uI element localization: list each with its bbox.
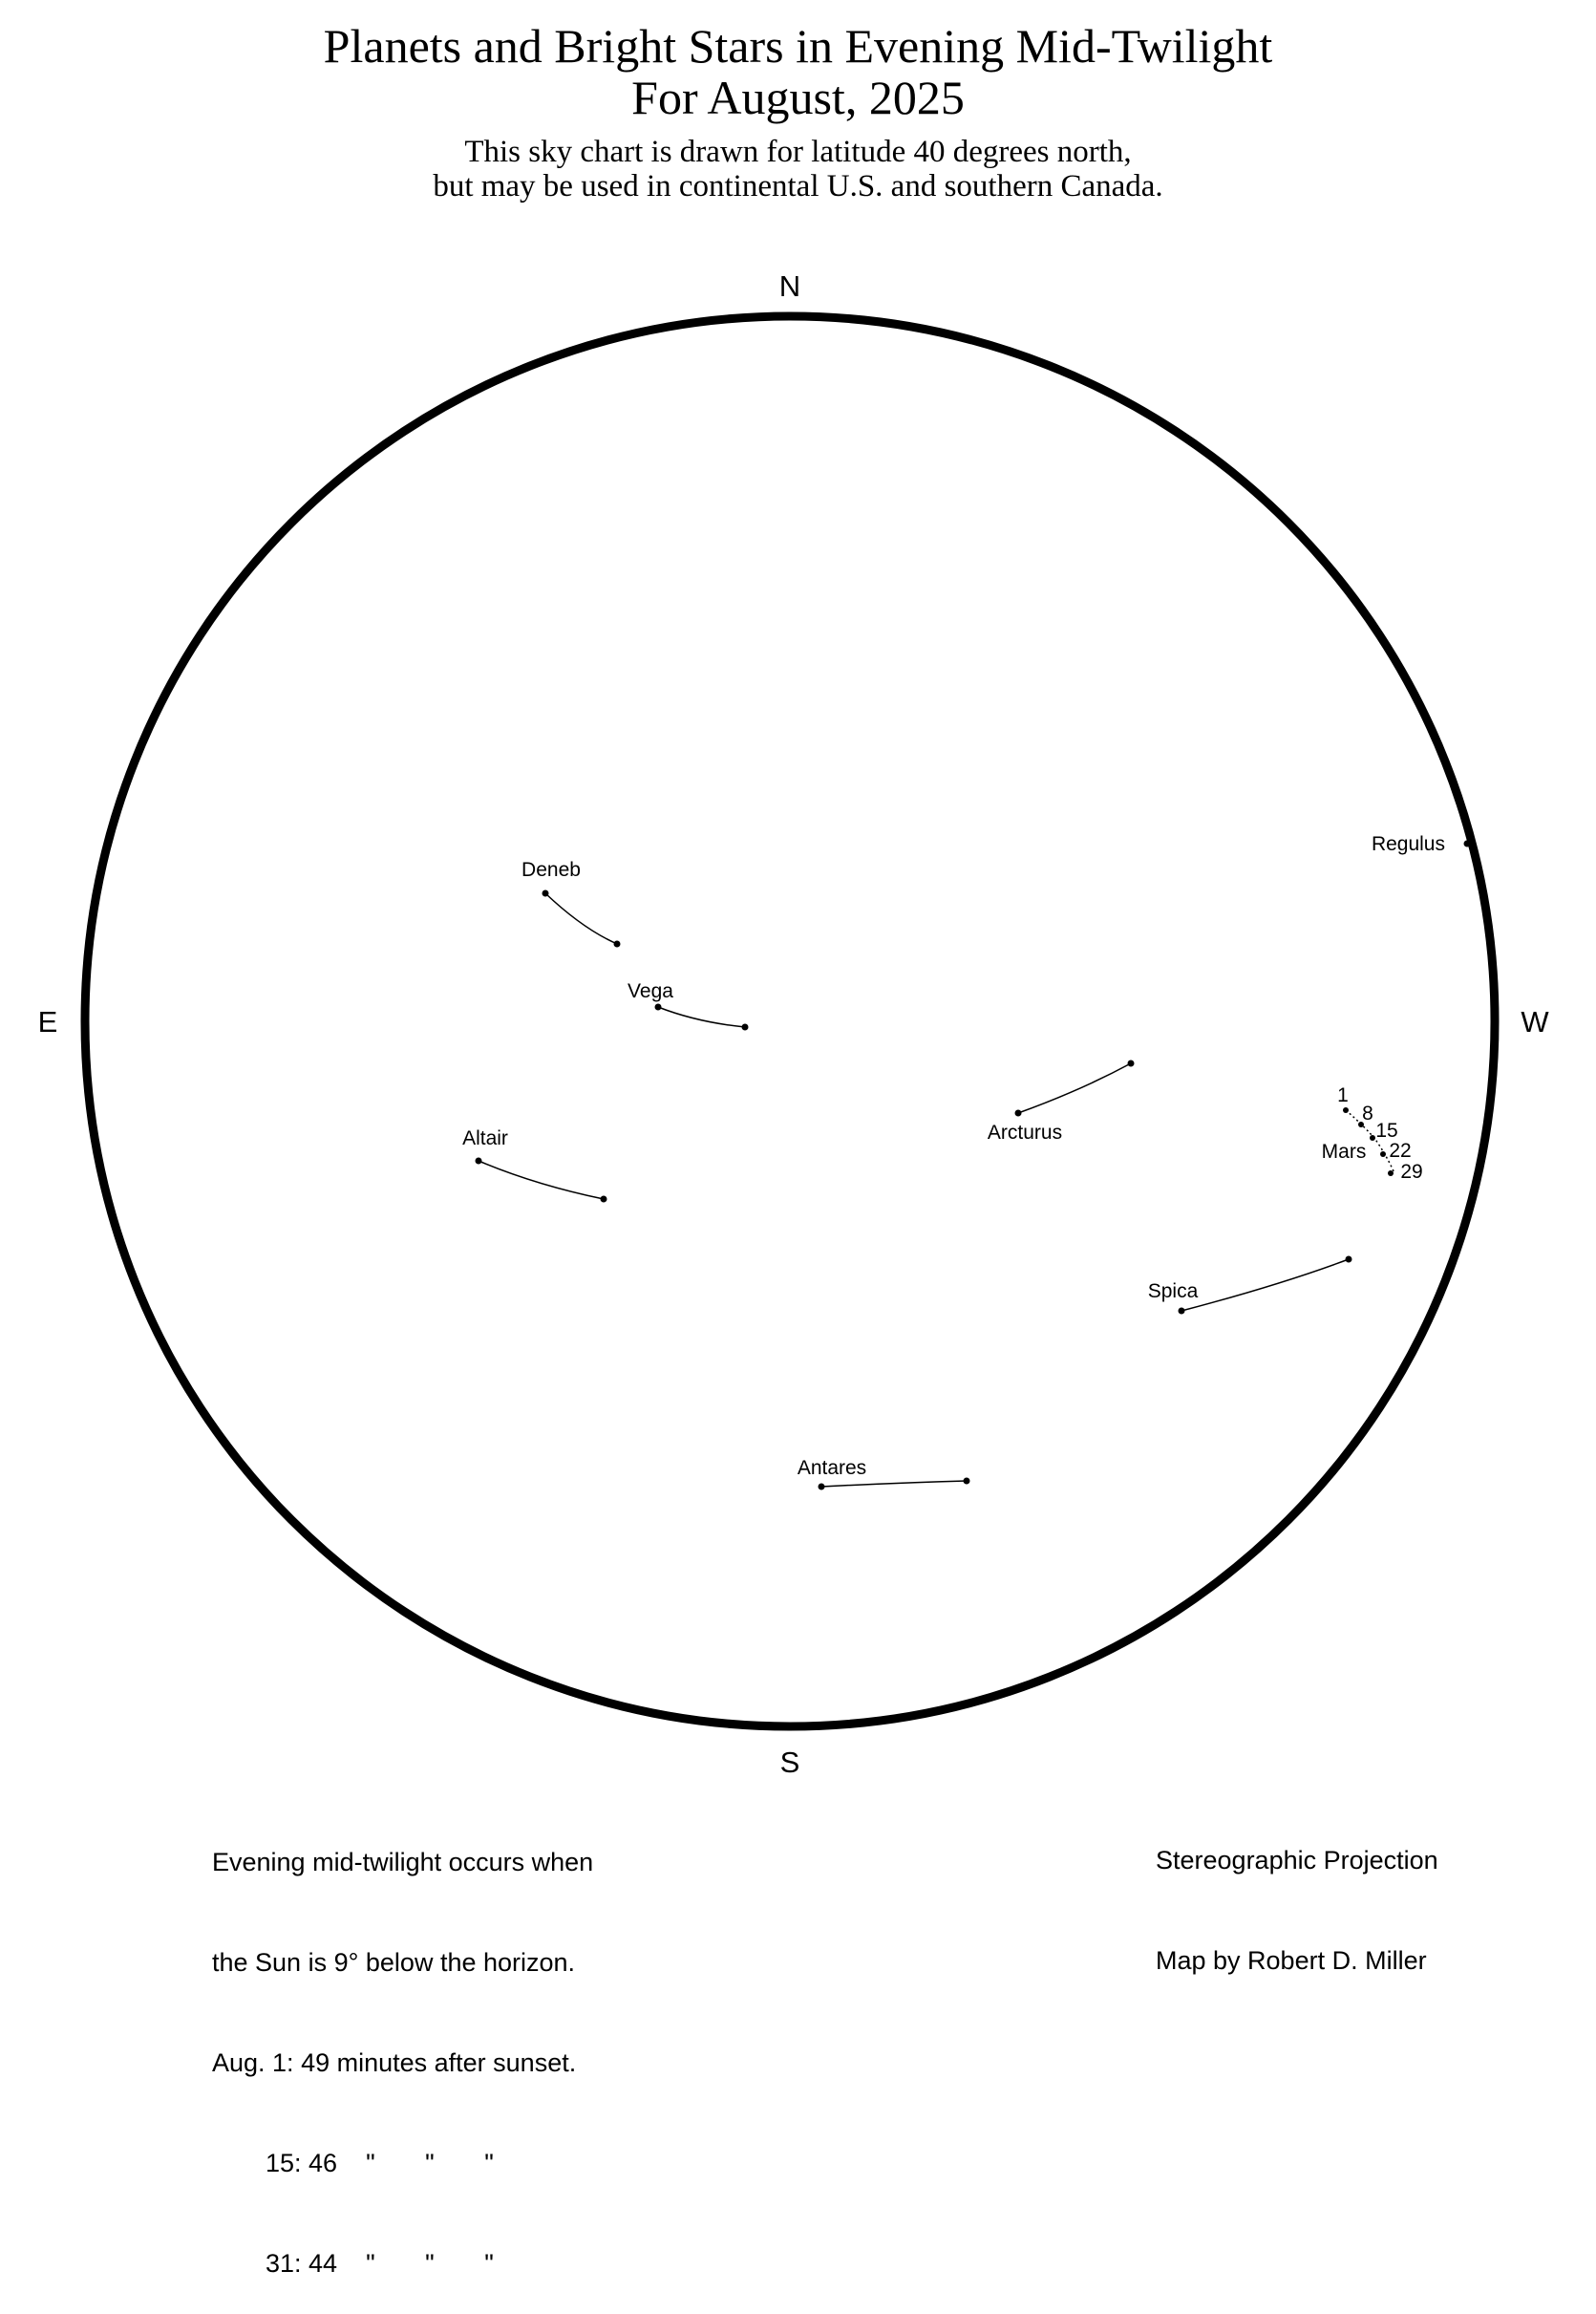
antares-point-start [819, 1484, 825, 1490]
altair-point-start [476, 1158, 482, 1165]
mars-date-22: 22 [1389, 1140, 1412, 1162]
deneb-point-end [614, 941, 621, 948]
regulus-label: Regulus [1371, 833, 1445, 855]
spica-point-end [1346, 1256, 1352, 1263]
star-track-spica [1148, 1256, 1352, 1315]
altair-track-line [479, 1161, 604, 1199]
mars-date-1: 1 [1337, 1084, 1349, 1106]
arcturus-point-end [1128, 1061, 1135, 1067]
horizon-circle [85, 316, 1495, 1726]
spica-point-start [1179, 1308, 1185, 1315]
deneb-track-line [545, 893, 617, 944]
mars-point-1 [1343, 1107, 1349, 1113]
author-label: Map by Robert D. Miller [1156, 1946, 1427, 1975]
vega-label: Vega [628, 980, 673, 1002]
chart-subtitle-line-2: but may be used in continental U.S. and southern Canada. [433, 169, 1163, 204]
mars-date-29: 29 [1400, 1161, 1423, 1183]
twilight-notes [212, 1779, 593, 2314]
east-label: E [37, 1005, 58, 1039]
mars-date-8: 8 [1362, 1103, 1373, 1125]
vega-track-line [658, 1007, 745, 1027]
chart-subtitle-line-1: This sky chart is drawn for latitude 40 degrees north, [464, 135, 1132, 169]
star-track-altair [462, 1127, 606, 1203]
twilight-note-line-5: 31: 44 " " " [266, 2249, 494, 2278]
arcturus-point-start [1015, 1110, 1022, 1117]
spica-label: Spica [1147, 1280, 1199, 1302]
arcturus-track-line [1018, 1063, 1131, 1113]
planet-track-mars [1322, 1084, 1423, 1183]
antares-label: Antares [797, 1457, 867, 1479]
north-label: N [778, 269, 801, 303]
twilight-note-line-4: 15: 46 " " " [266, 2149, 494, 2177]
mars-point-22 [1380, 1151, 1386, 1157]
mars-label: Mars [1321, 1141, 1367, 1163]
deneb-point-start [543, 890, 549, 897]
deneb-label: Deneb [521, 859, 581, 881]
west-label: W [1521, 1005, 1549, 1039]
twilight-note-line-2: the Sun is 9° below the horizon. [212, 1948, 576, 1977]
projection-label: Stereographic Projection [1156, 1846, 1438, 1875]
star-track-antares [798, 1457, 970, 1490]
altair-label: Altair [462, 1127, 508, 1149]
twilight-note-line-1: Evening mid-twilight occurs when [212, 1848, 594, 1876]
mars-point-15 [1370, 1135, 1375, 1141]
antares-track-line [821, 1481, 967, 1487]
altair-point-end [601, 1196, 607, 1203]
antares-point-end [964, 1478, 970, 1485]
star-track-regulus [1372, 833, 1472, 855]
regulus-point [1464, 841, 1471, 847]
arcturus-label: Arcturus [987, 1122, 1063, 1144]
mars-point-29 [1388, 1170, 1394, 1176]
chart-title-line-1: Planets and Bright Stars in Evening Mid-Twilight [323, 19, 1273, 73]
mars-date-15: 15 [1375, 1120, 1398, 1142]
vega-point-start [655, 1004, 662, 1011]
twilight-note-line-3: Aug. 1: 49 minutes after sunset. [212, 2048, 577, 2077]
vega-point-end [742, 1024, 749, 1031]
map-credits [1156, 1777, 1438, 2011]
star-track-deneb [521, 859, 620, 948]
spica-track-line [1181, 1259, 1349, 1311]
star-track-arcturus [988, 1061, 1135, 1145]
south-label: S [779, 1746, 800, 1779]
chart-title-line-2: For August, 2025 [631, 71, 965, 124]
star-track-vega [628, 980, 748, 1031]
